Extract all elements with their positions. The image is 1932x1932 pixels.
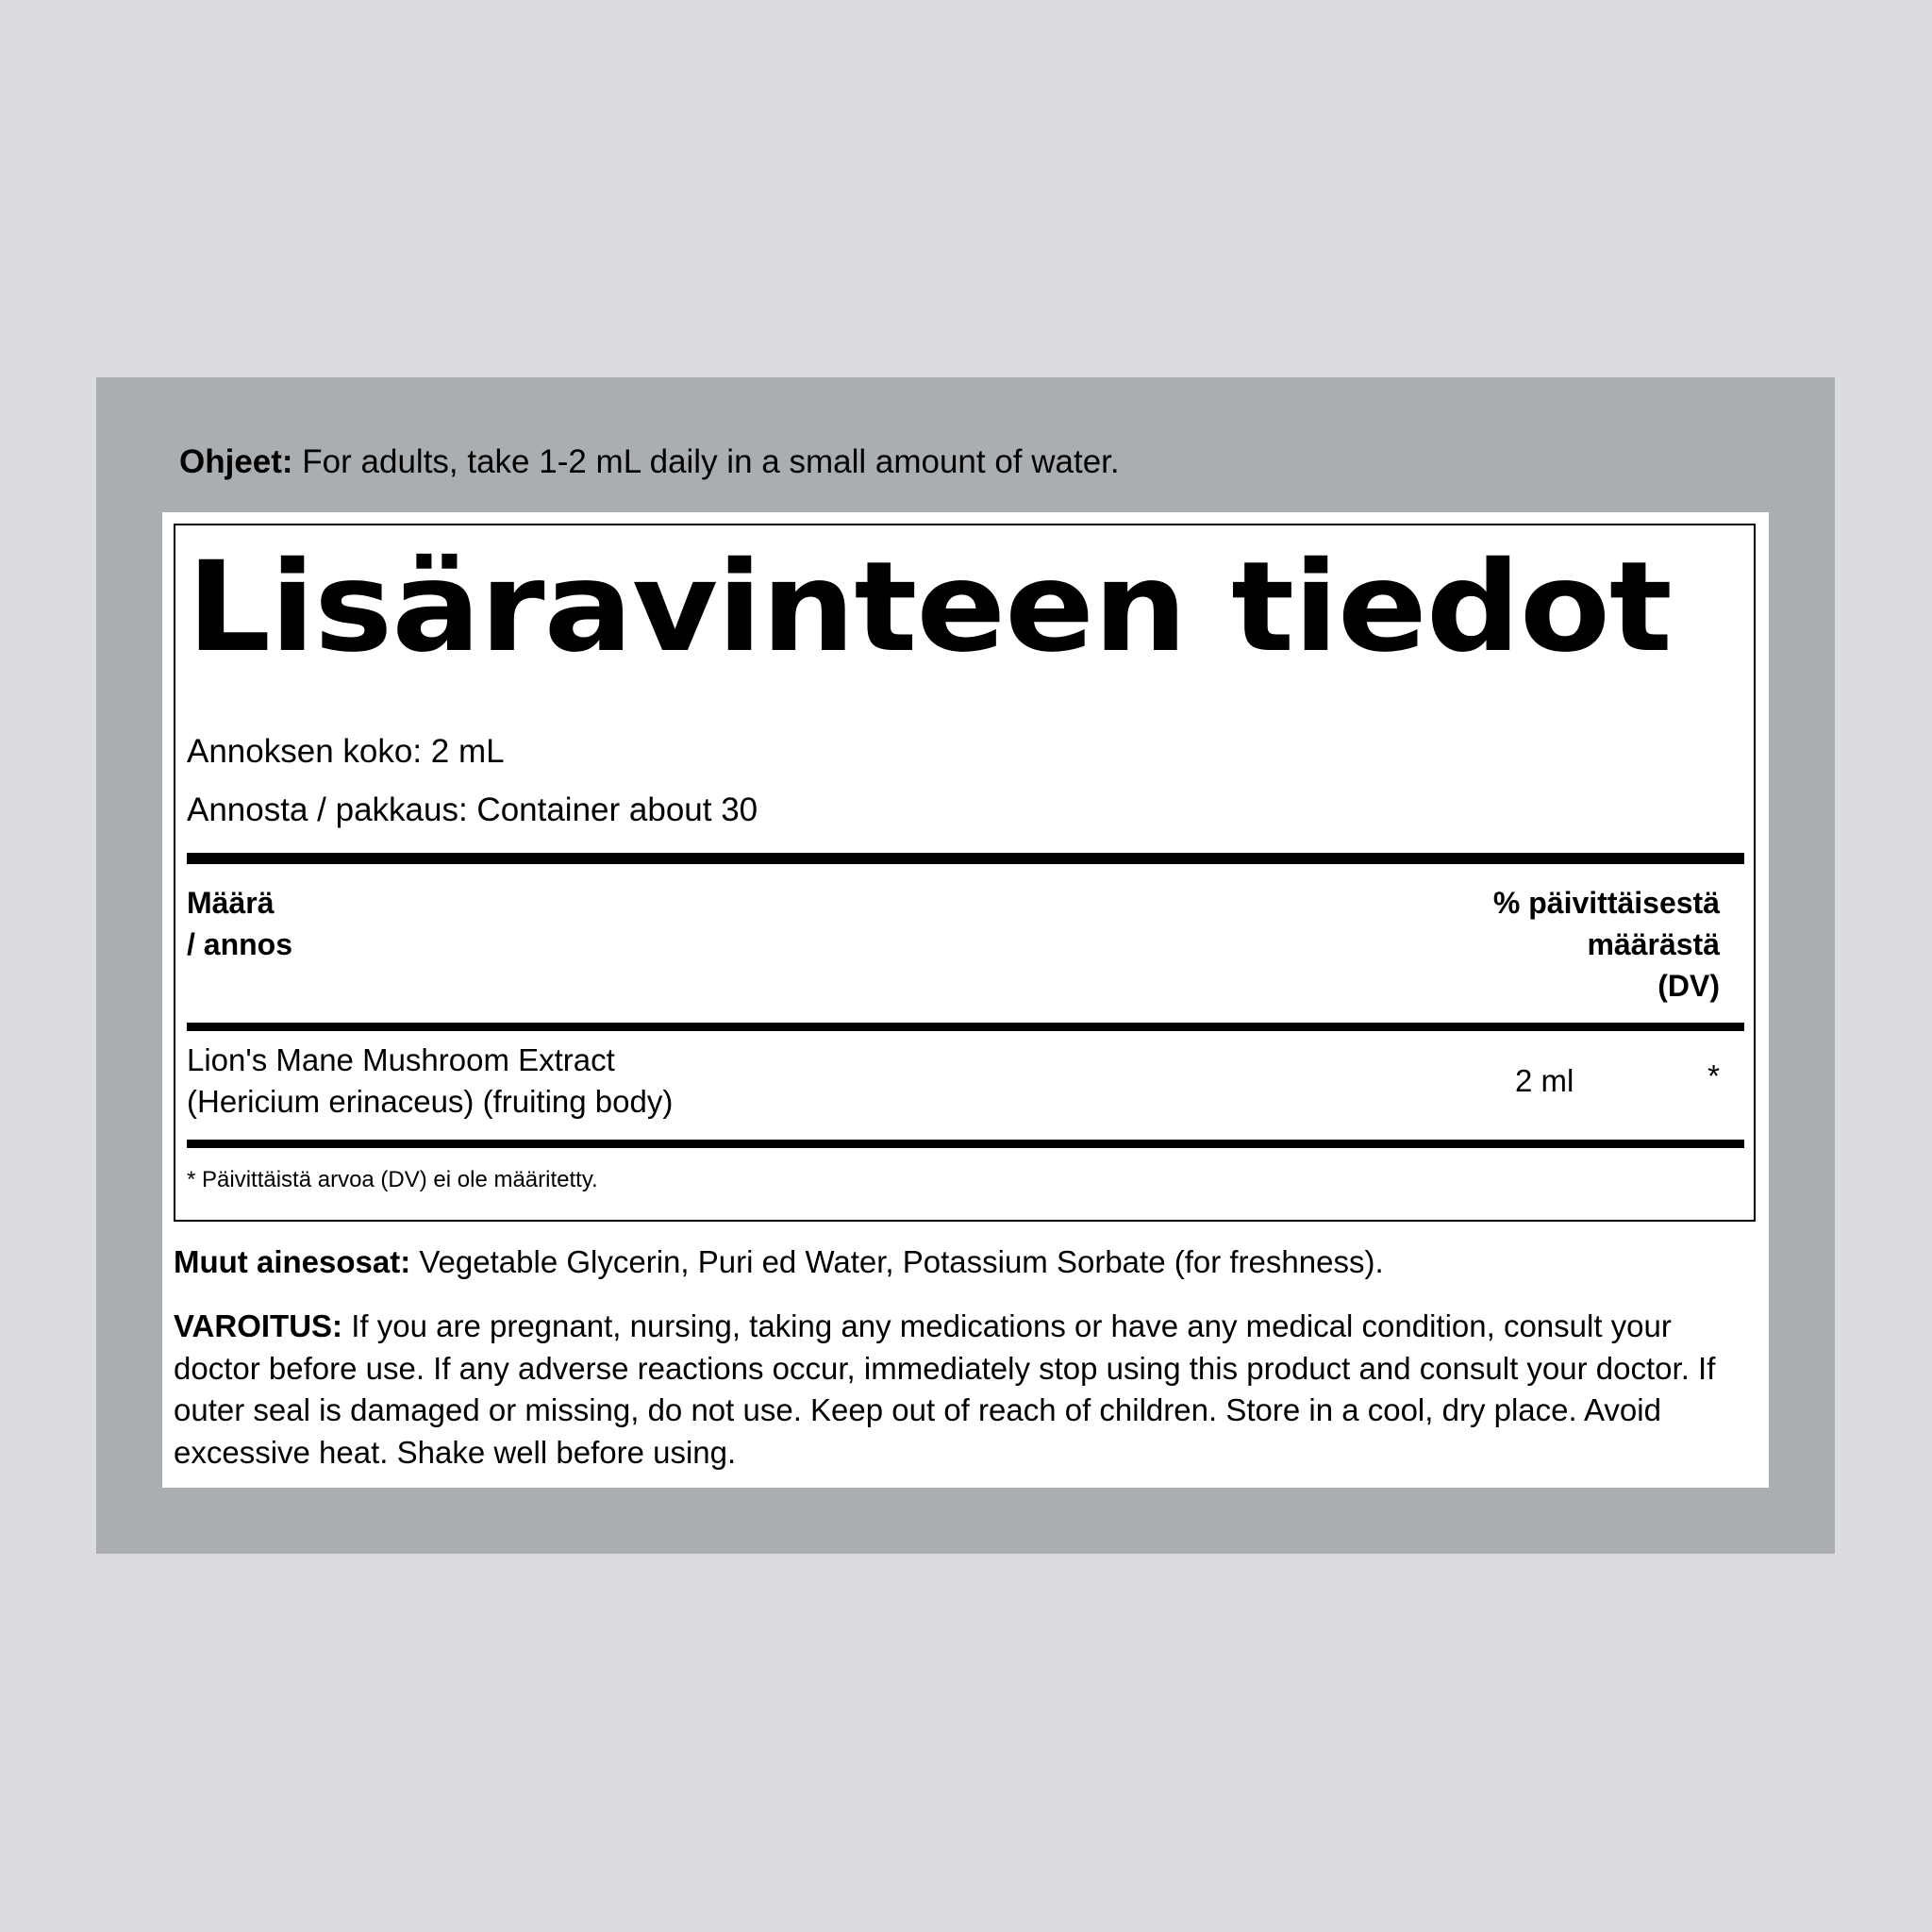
servings-per-container: Annosta / pakkaus: Container about 30 xyxy=(187,791,758,828)
divider-medium xyxy=(187,1023,1744,1031)
directions-body: For adults, take 1-2 mL daily in a small amount of water. xyxy=(292,443,1120,480)
divider-thick xyxy=(187,853,1744,864)
ingredient-name xyxy=(187,1040,673,1123)
header-dv-line2: määrästä xyxy=(1587,927,1720,961)
other-ingredients-label: Muut ainesosat: xyxy=(174,1244,411,1279)
header-amount-line1: Määrä xyxy=(187,886,275,920)
ingredient-amount: 2 ml xyxy=(1515,1063,1574,1098)
directions-text xyxy=(179,440,1120,485)
divider-medium-bottom xyxy=(187,1140,1744,1148)
daily-value-footnote: * Päivittäistä arvoa (DV) ei ole määritetty. xyxy=(187,1167,598,1192)
directions-label: Ohjeet: xyxy=(179,443,293,480)
header-amount-line2: / annos xyxy=(187,927,293,961)
ingredient-name-line1: Lion's Mane Mushroom Extract xyxy=(187,1042,615,1077)
other-ingredients-text: Vegetable Glycerin, Puri ed Water, Potassium Sorbate (for freshness). xyxy=(410,1244,1384,1279)
warning-text xyxy=(174,1306,1749,1474)
warning-label: VAROITUS: xyxy=(174,1308,343,1343)
ingredient-name-line2: (Hericium erinaceus) (fruiting body) xyxy=(187,1084,674,1119)
header-amount-per-serving xyxy=(187,882,292,965)
serving-size: Annoksen koko: 2 mL xyxy=(187,733,505,770)
header-dv-line1: % päivittäisestä xyxy=(1492,886,1720,920)
header-daily-value xyxy=(1493,882,1720,1007)
facts-title: Lisäravinteen tiedot xyxy=(187,535,1672,680)
header-dv-line3: (DV) xyxy=(1657,969,1720,1003)
other-ingredients xyxy=(174,1241,1384,1283)
warning-body: If you are pregnant, nursing, taking any medications or have any medical condition, consult your doctor before use. If any adverse reactions occur, immediately stop using this product and consult your doctor. If outer seal is damaged or missing, do not use. Keep out of reach of children. Store in a cool, dry place. Avoid excessive heat. Shake well before using. xyxy=(174,1308,1716,1470)
ingredient-daily-value: * xyxy=(1707,1058,1720,1093)
supplement-facts-box xyxy=(174,524,1756,1222)
